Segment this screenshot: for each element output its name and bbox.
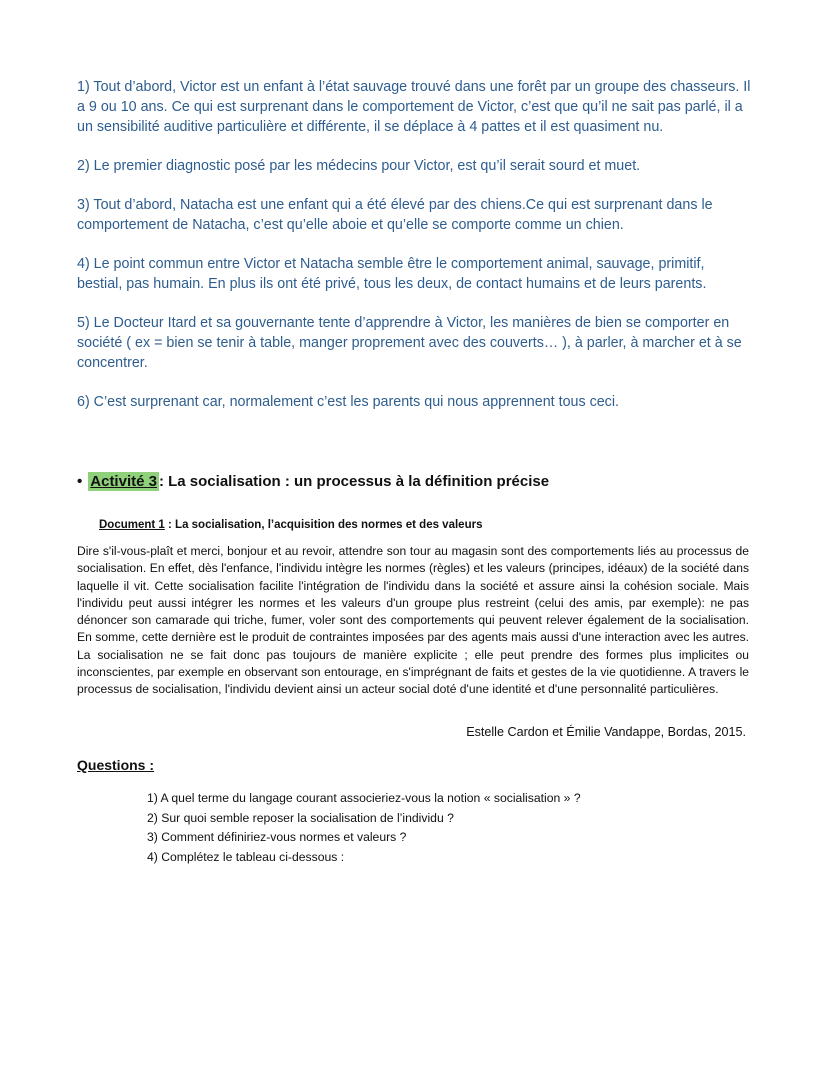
activity-title: : La socialisation : un processus à la définition précise	[158, 473, 550, 490]
bullet-marker: •	[77, 473, 83, 490]
answer-4: 4) Le point commun entre Victor et Natacha semble être le comportement animal, sauvage, primitif, bestial, pas humain. En plus ils ont été privé, tous les deux, de contact humains et de leurs parents.	[77, 256, 707, 292]
answers-list	[77, 77, 753, 431]
document-label: Document 1	[99, 519, 165, 531]
activity-tag: Activité 3	[90, 473, 157, 490]
question-2: 2) Sur quoi semble reposer la socialisation de l’individu ?	[147, 810, 454, 825]
answer-6: 6) C’est surprenant car, normalement c’est les parents qui nous apprennent tous ceci.	[77, 394, 619, 410]
document-body: Dire s'il-vous-plaît et merci, bonjour et au revoir, attendre son tour au magasin sont des comportements liés au processus de socialisation. En effet, dès l'enfance, l'individu intègre les normes (règles) et les valeurs (principes, idéaux) de la société dans laquelle il vit. Cette socialisation facilite l'intégration de l'individu dans la société et assure ainsi la cohésion sociale. Mais l'individu peut aussi intégrer les normes et les valeurs d'un groupe plus restreint (celui des amis, par exemple): ne pas dénoncer son camarade qui triche, fumer, voler sont des comportements qui peuvent relever également de la socialisation. En somme, cette dernière est le produit de contraintes imposées par des agents mais aussi d'une interaction avec les autres. La socialisation ne se fait donc pas toujours de manière explicite ; elle peut prendre des formes plus implicites ou inconscientes, par exemple en observant son entourage, en s'imprégnant de faits et gestes de la vie quotidienne. A travers le processus de socialisation, l'individu devient ainsi un acteur social doté d'une identité et d'une personnalité particulières.	[77, 544, 749, 697]
answer-2: 2) Le premier diagnostic posé par les médecins pour Victor, est qu’il serait sourd et muet.	[77, 158, 641, 174]
document-source: Estelle Cardon et Émilie Vandappe, Bordas, 2015.	[466, 725, 746, 739]
answer-1: 1) Tout d’abord, Victor est un enfant à l’état sauvage trouvé dans une forêt par un groupe des chasseurs. Il a 9 ou 10 ans. Ce qui est surprenant dans le comportement de Victor, c’est que qu’il ne sait pas parlé, il a un sensibilité auditive particulière et différente, il se déplace à 4 pattes et il est quasiment nu.	[77, 79, 751, 135]
answer-5: 5) Le Docteur Itard et sa gouvernante tente d’apprendre à Victor, les manières de bien se comporter en société ( ex = bien se tenir à table, manger proprement avec des couverts… ), à parler, à marcher et à se concentrer.	[77, 315, 742, 371]
question-3: 3) Comment définiriez-vous normes et valeurs ?	[147, 830, 407, 845]
question-4: 4) Complétez le tableau ci-dessous :	[147, 849, 345, 864]
questions-heading: Questions :	[77, 757, 155, 773]
questions-list	[147, 789, 581, 867]
document-title: : La socialisation, l’acquisition des normes et des valeurs	[164, 519, 483, 531]
question-1: 1) A quel terme du langage courant associeriez-vous la notion « socialisation » ?	[147, 791, 581, 805]
document-heading	[99, 519, 482, 531]
answer-3: 3) Tout d’abord, Natacha est une enfant qui a été élevé par des chiens.Ce qui est surprenant dans le comportement de Natacha, c’est qu’elle aboie et qu’elle se comporte comme un chien.	[77, 197, 713, 233]
activity-heading	[77, 473, 549, 490]
